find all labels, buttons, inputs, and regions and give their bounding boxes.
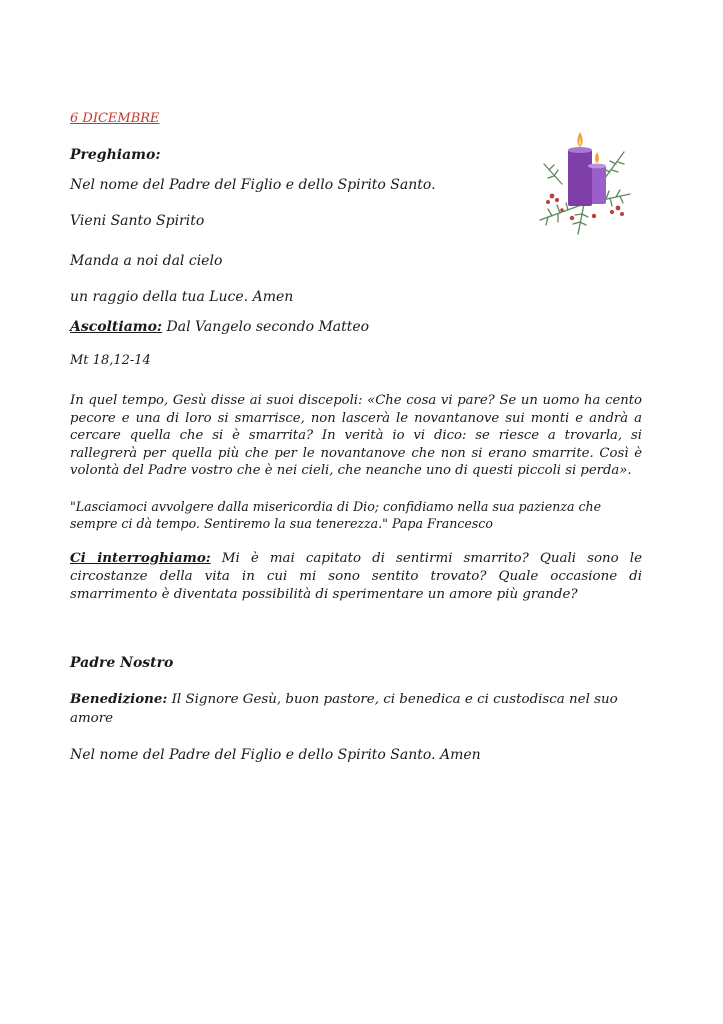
listen-line [70,318,369,336]
prayer-line-2: Vieni Santo Spirito [70,213,205,229]
closing-line: Nel nome del Padre del Figlio e dello Spirito Santo. Amen [70,747,481,763]
small-flame-icon [595,152,599,163]
advent-candle-illustration [532,124,636,236]
large-candle [568,150,592,206]
gospel-reference: Mt 18,12-14 [70,353,151,368]
blessing-text: Il Signore Gesù, buon pastore, ci benedica e ci custodisca nel suo amore [70,692,618,726]
reflection-paragraph [70,550,642,603]
pope-quote: "Lasciamoci avvolgere dalla misericordia di Dio; confidiamo nella sua pazienza che sempre ci dà tempo. Sentiremo la sua tenerezza." Papa Francesco [70,499,602,532]
listen-label: Ascoltiamo: [70,319,163,335]
prayer-line-4: un raggio della tua Luce. Amen [70,289,294,305]
padre-nostro-heading: Padre Nostro [70,655,174,671]
prayer-heading: Preghiamo: [70,147,161,163]
reflection-text: Mi è mai capitato di sentirmi smarrito? Quali sono le circostanze della vita in cui mi sono sentito trovato? Quale occasione di smarrimento è diventata possibilità di sperimentare un amore più grande? [70,551,642,602]
blessing-paragraph [70,690,630,728]
gospel-passage: In quel tempo, Gesù disse ai suoi discepoli: «Che cosa vi pare? Se un uomo ha cento pecore e una di loro si smarrisce, non lascerà le novantanove sui monti e andrà a cercare quella che si è smarrita? In verità io vi dico: se riesce a trovarla, si rallegrerà per quella più che per le novantanove che non si erano smarrite. Così è volontà del Padre vostro che è nei cieli, che neanche uno di questi piccoli si perda». [70,393,642,479]
blessing-label: Benedizione: [70,691,168,707]
date-heading: 6 DICEMBRE [70,111,160,126]
prayer-line-3: Manda a noi dal cielo [70,253,223,269]
reflection-label: Ci interroghiamo: [70,550,211,566]
prayer-line-1: Nel nome del Padre del Figlio e dello Spirito Santo. [70,177,436,193]
listen-text: Dal Vangelo secondo Matteo [162,319,370,335]
